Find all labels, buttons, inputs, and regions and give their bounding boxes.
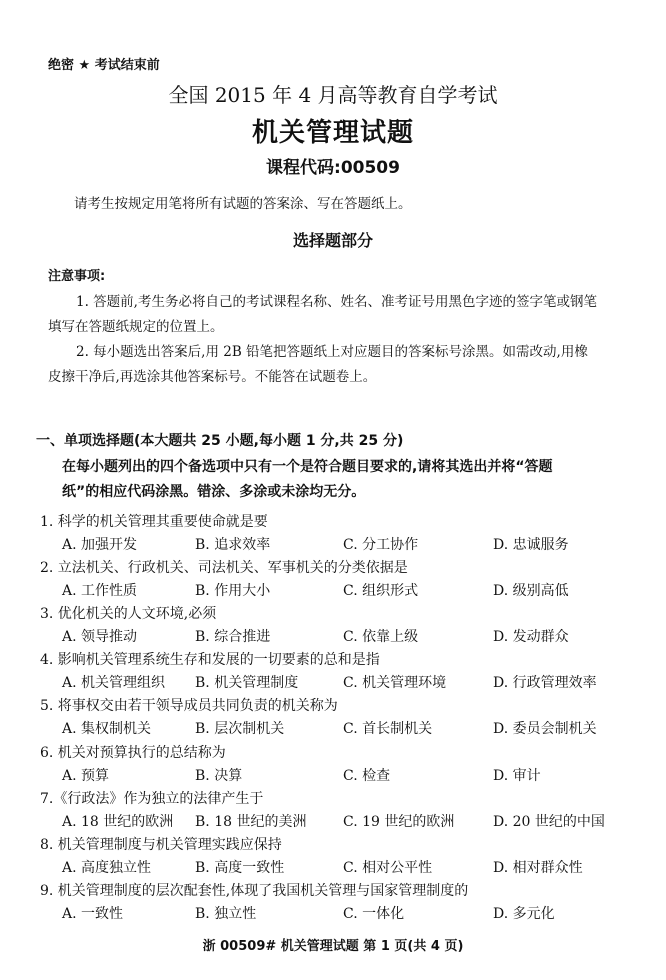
section-desc-line-1: 在每小题列出的四个备选项中只有一个是符合题目要求的,请将其选出并将“答题: [62, 459, 553, 475]
note-1-line-2: 填写在答题纸规定的位置上。: [48, 319, 224, 335]
note-1-line-1: 1. 答题前,考生务必将自己的考试课程名称、姓名、准考证号用黑色字迹的签字笔或钢笔: [76, 294, 597, 310]
question-option: A. 一致性: [62, 905, 124, 922]
question-option: D. 多元化: [493, 905, 555, 922]
question-option: A. 集权制机关: [62, 721, 152, 738]
question-option: C. 首长制机关: [343, 721, 433, 738]
question-stem: 9. 机关管理制度的层次配套性,体现了我国机关管理与国家管理制度的: [40, 882, 469, 899]
question-option: C. 组织形式: [343, 583, 419, 600]
question-option: A. 18 世纪的欧洲: [62, 813, 174, 830]
question-option: A. 高度独立性: [62, 859, 152, 876]
question-option: B. 作用大小: [195, 583, 271, 600]
question-stem: 7.《行政法》作为独立的法律产生于: [40, 790, 264, 807]
page-footer: 浙 00509# 机关管理试题 第 1 页(共 4 页): [202, 939, 464, 954]
question-option: A. 预算: [62, 767, 110, 784]
question-option: D. 行政管理效率: [493, 675, 597, 692]
confidential-label: 绝密 ★ 考试结束前: [48, 58, 160, 73]
question-option: B. 追求效率: [195, 537, 271, 553]
question-stem: 8. 机关管理制度与机关管理实践应保持: [40, 836, 282, 853]
question-option: C. 检查: [343, 767, 391, 784]
question-option: B. 机关管理制度: [195, 675, 299, 692]
question-option: D. 发动群众: [493, 629, 569, 646]
question-option: C. 机关管理环境: [343, 675, 447, 692]
question-option: C. 依靠上级: [343, 629, 419, 646]
question-option: A. 机关管理组织: [62, 675, 166, 692]
question-option: C. 分工协作: [343, 537, 419, 553]
question-option: B. 高度一致性: [195, 859, 285, 876]
question-stem: 4. 影响机关管理系统生存和发展的一切要素的总和是指: [40, 652, 380, 669]
question-option: C. 19 世纪的欧洲: [343, 813, 455, 830]
course-code: 课程代码:00509: [266, 158, 400, 178]
question-option: D. 相对群众性: [493, 859, 583, 876]
question-option: A. 加强开发: [62, 537, 138, 553]
question-stem: 3. 优化机关的人文环境,必须: [40, 606, 217, 623]
note-2-line-1: 2. 每小题选出答案后,用 2B 铅笔把答题纸上对应题目的答案标号涂黑。如需改动,用橡: [76, 344, 588, 360]
question-option: D. 忠诚服务: [493, 537, 569, 553]
answer-instruction: 请考生按规定用笔将所有试题的答案涂、写在答题纸上。: [74, 196, 412, 212]
question-option: B. 综合推进: [195, 629, 271, 646]
section-desc-line-2: 纸”的相应代码涂黑。错涂、多涂或未涂均无分。: [62, 484, 366, 500]
question-option: B. 决算: [195, 767, 243, 784]
question-option: D. 审计: [493, 767, 541, 784]
note-2-line-2: 皮擦干净后,再选涂其他答案标号。不能答在试题卷上。: [48, 369, 377, 385]
question-stem: 2. 立法机关、行政机关、司法机关、军事机关的分类依据是: [40, 560, 408, 577]
subject-title: 机关管理试题: [251, 118, 414, 148]
question-stem: 6. 机关对预算执行的总结称为: [40, 744, 226, 761]
part-title: 选择题部分: [292, 231, 373, 250]
section-heading: 一、单项选择题(本大题共 25 小题,每小题 1 分,共 25 分): [36, 433, 404, 449]
question-option: A. 领导推动: [62, 629, 138, 646]
question-option: D. 委员会制机关: [493, 721, 597, 738]
question-option: D. 级别高低: [493, 583, 569, 600]
question-option: C. 一体化: [343, 905, 405, 922]
notes-heading: 注意事项:: [48, 269, 106, 284]
question-option: A. 工作性质: [62, 583, 138, 600]
exam-title: 全国 2015 年 4 月高等教育自学考试: [168, 83, 498, 107]
question-option: B. 层次制机关: [195, 721, 285, 738]
question-option: C. 相对公平性: [343, 859, 433, 876]
question-stem: 5. 将事权交由若干领导成员共同负责的机关称为: [40, 698, 338, 715]
question-option: B. 独立性: [195, 905, 257, 922]
question-stem: 1. 科学的机关管理其重要使命就是要: [40, 514, 268, 530]
question-option: B. 18 世纪的美洲: [195, 813, 307, 830]
question-option: D. 20 世纪的中国: [493, 813, 605, 830]
